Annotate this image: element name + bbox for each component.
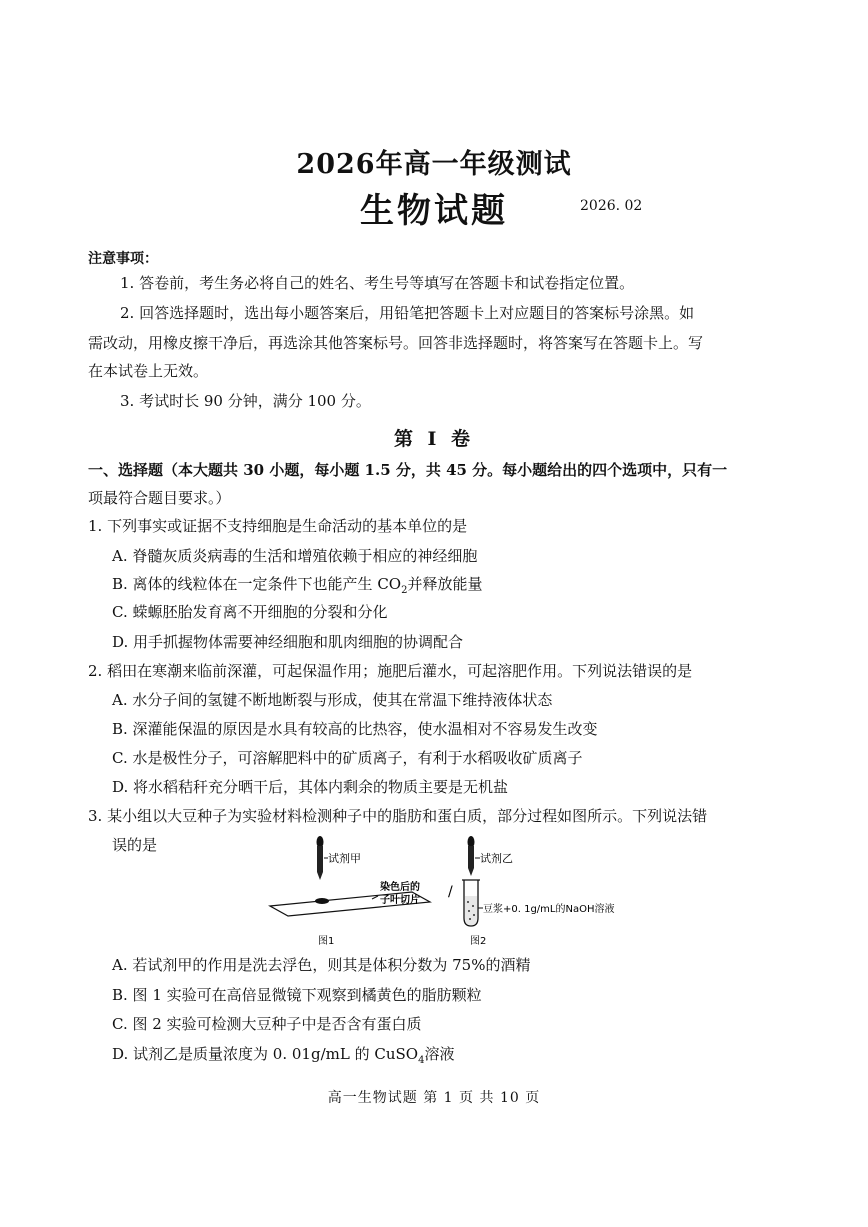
question-1-option-d: D. 用手抓握物体需要神经细胞和肌肉细胞的协调配合 [112,633,464,651]
experiment-figure [262,832,632,950]
question-1-stem: 1. 下列事实或证据不支持细胞是生命活动的基本单位的是 [88,517,468,535]
test-tube-icon [462,880,480,926]
stained-section-label-1: 染色后的 [380,882,420,893]
question-2-option-d: D. 将水稻秸秆充分晒干后，其体内剩余的物质主要是无机盐 [112,778,509,796]
notice-item-2-line-1: 2. 回答选择题时，选出每小题答案后，用铅笔把答题卡上对应题目的答案标号涂黑。如 [120,304,695,322]
question-1-option-b: B. 离体的线粒体在一定条件下也能产生 $CO_2$并释放能量 [112,575,483,596]
exam-date: 2026. 02 [580,198,643,214]
figure-2-caption: 图2 [470,936,487,947]
notice-heading: 注意事项： [88,251,158,267]
question-2-option-a: A. 水分子间的氢键不断地断裂与形成，使其在常温下维持液体状态 [112,691,553,709]
question-1-option-a: A. 脊髓灰质炎病毒的生活和增殖依赖于相应的神经细胞 [112,547,478,565]
question-2-option-b: B. 深灌能保温的原因是水具有较高的比热容，使水温相对不容易发生改变 [112,720,598,738]
page-footer: 高一生物试题 第 1 页 共 10 页 [327,1090,541,1106]
section-intro-line-2: 项最符合题目要求。） [88,489,231,507]
exam-title: 2026年高一年级测试 [296,149,572,180]
notice-item-3: 3. 考试时长 90 分钟，满分 100 分。 [120,392,371,410]
question-2-stem: 2. 稻田在寒潮来临前深灌，可起保温作用；施肥后灌水，可起溶肥作用。下列说法错误的是 [88,662,693,680]
stained-section-label-2: 子叶切片 [380,895,420,906]
svg-text:/: / [448,884,453,900]
section-intro-line-1: 一、选择题（本大题共 30 小题，每小题 1.5 分，共 45 分。每小题给出的四个选项中，只有一 [88,461,728,479]
question-3-option-b: B. 图 1 实验可在高倍显微镜下观察到橘黄色的脂肪颗粒 [112,986,482,1004]
notice-item-1: 1. 答卷前，考生务必将自己的姓名、考生号等填写在答题卡和试卷指定位置。 [120,274,635,292]
question-2-option-c: C. 水是极性分子，可溶解肥料中的矿质离子，有利于水稻吸收矿质离子 [112,749,583,767]
dropper-1-icon [317,836,324,880]
reagent-b-label: 试剂乙 [480,852,513,865]
notice-item-2-line-2: 需改动，用橡皮擦干净后，再选涂其他答案标号。回答非选择题时，将答案写在答题卡上。写 [88,334,704,352]
reagent-a-label: 试剂甲 [328,852,361,865]
section-title: 第 Ⅰ 卷 [393,428,475,450]
question-3-option-c: C. 图 2 实验可检测大豆种子中是否含有蛋白质 [112,1015,422,1033]
notice-item-2-line-3: 在本试卷上无效。 [88,362,209,380]
question-3-stem-line-2: 误的是 [112,836,158,854]
question-3-stem-line-1: 3. 某小组以大豆种子为实验材料检测种子中的脂肪和蛋白质，部分过程如图所示。下列说法错 [88,807,708,825]
tube-content-label: 豆浆+0. 1g/mL的NaOH溶液 [483,904,615,915]
question-3-option-d: D. 试剂乙是质量浓度为 0. 01g/mL 的 CuSO$_4$溶液 [112,1045,455,1066]
question-1-option-c: C. 蝾螈胚胎发育离不开细胞的分裂和分化 [112,603,388,621]
question-3-option-a: A. 若试剂甲的作用是洗去浮色，则其是体积分数为 75%的酒精 [112,956,531,974]
figure-1-caption: 图1 [318,936,335,947]
dropper-2-icon [468,836,475,876]
subject-title: 生物试题 [360,191,508,231]
